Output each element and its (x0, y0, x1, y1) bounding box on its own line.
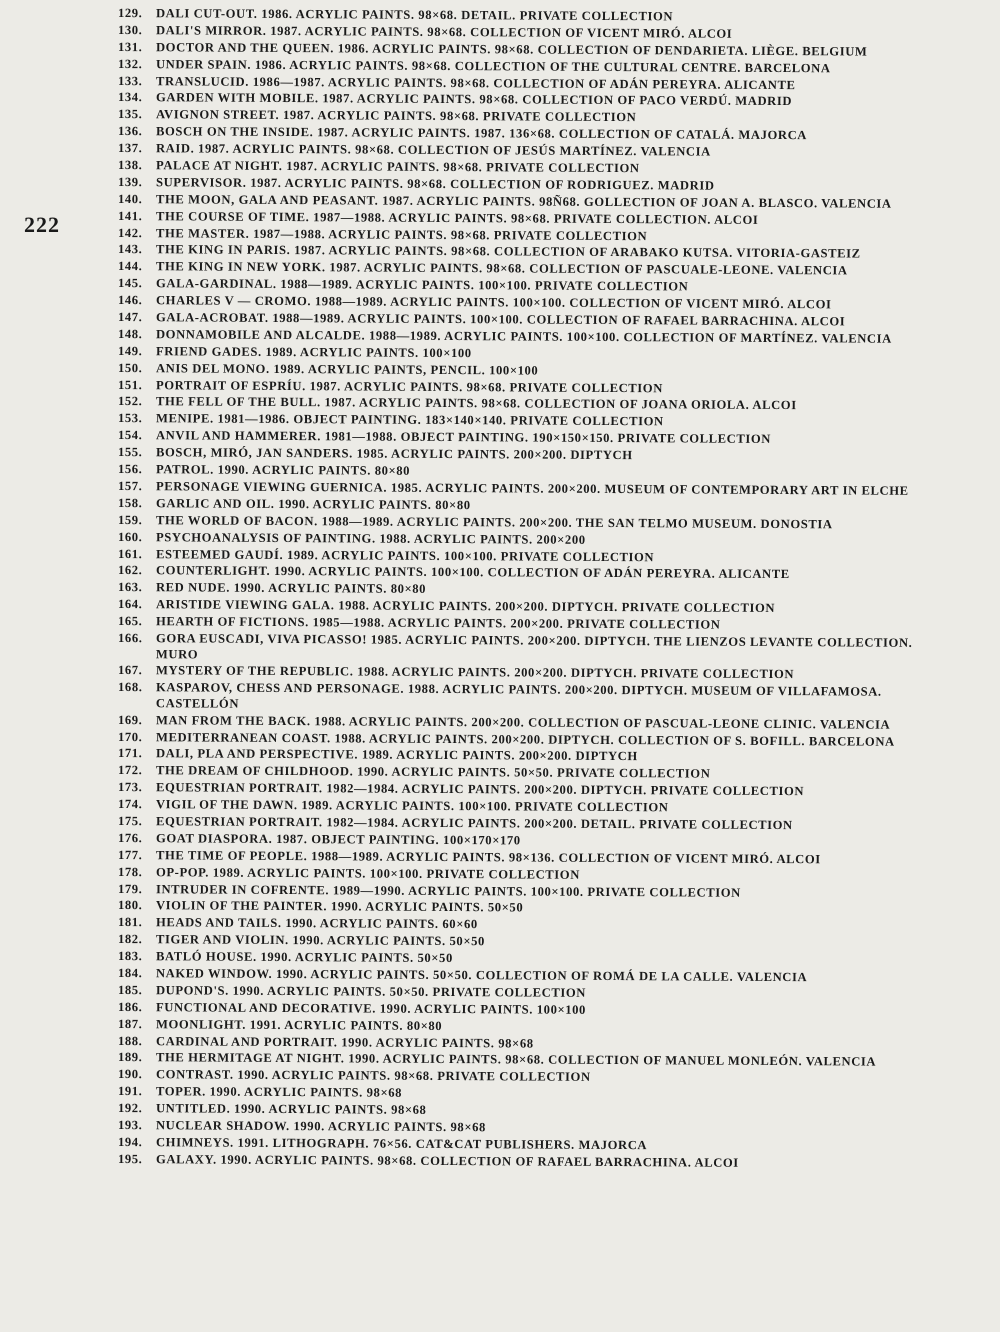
catalogue-list (118, 6, 948, 1169)
entry-text: MENIPE. 1981—1986. OBJECT PAINTING. 183×140×140. PRIVATE COLLECTION (155, 411, 664, 429)
entry-number: 129. (117, 6, 143, 21)
entry-number: 137. (117, 141, 143, 156)
entry-text: EQUESTRIAN PORTRAIT. 1982—1984. ACRYLIC PAINTS. 200×200. DETAIL. PRIVATE COLLECTION (155, 814, 793, 833)
entry-text: VIGIL OF THE DAWN. 1989. ACRYLIC PAINTS. 100×100. PRIVATE COLLECTION (155, 797, 669, 815)
entry-text: THE HERMITAGE AT NIGHT. 1990. ACRYLIC PAINTS. 98×68. COLLECTION OF MANUEL MONLEÓN. VALENCIA (155, 1050, 877, 1070)
catalogue-entry (118, 1152, 948, 1173)
entry-number: 141. (117, 208, 143, 223)
entry-text: CHIMNEYS. 1991. LITHOGRAPH. 76×56. CAT&CAT PUBLISHERS. MAJORCA (155, 1135, 648, 1153)
entry-text: MAN FROM THE BACK. 1988. ACRYLIC PAINTS. 200×200. COLLECTION OF PASCUAL-LEONE CLINIC. VALENCIA (155, 712, 891, 732)
entry-text: GALAXY. 1990. ACRYLIC PAINTS. 98×68. COLLECTION OF RAFAEL BARRACHINA. ALCOI (155, 1152, 739, 1170)
entry-number: 154. (117, 428, 143, 443)
entry-text: THE DREAM OF CHILDHOOD. 1990. ACRYLIC PAINTS. 50×50. PRIVATE COLLECTION (155, 763, 711, 781)
entry-text: TOPER. 1990. ACRYLIC PAINTS. 98×68 (155, 1084, 403, 1100)
entry-text: CONTRAST. 1990. ACRYLIC PAINTS. 98×68. PRIVATE COLLECTION (155, 1067, 591, 1085)
entry-number: 175. (117, 813, 143, 829)
entry-number: 173. (117, 780, 143, 795)
entry-text: RAID. 1987. ACRYLIC PAINTS. 98×68. COLLECTION OF JESÚS MARTÍNEZ. VALENCIA (155, 141, 711, 159)
entry-text: GARLIC AND OIL. 1990. ACRYLIC PAINTS. 80×80 (155, 496, 471, 512)
entry-number: 194. (117, 1134, 143, 1150)
entry-number: 157. (117, 478, 143, 494)
entry-number: 153. (117, 411, 143, 426)
entry-text: MYSTERY OF THE REPUBLIC. 1988. ACRYLIC PAINTS. 200×200. DIPTYCH. PRIVATE COLLECTION (155, 663, 795, 682)
entry-number: 147. (117, 310, 143, 325)
entry-number: 151. (117, 377, 143, 392)
entry-text: DALI, PLA AND PERSPECTIVE. 1989. ACRYLIC PAINTS. 200×200. DIPTYCH (155, 746, 638, 764)
entry-number: 185. (117, 982, 143, 998)
entry-number: 183. (117, 949, 143, 964)
entry-number: 192. (117, 1101, 143, 1116)
entry-text: NAKED WINDOW. 1990. ACRYLIC PAINTS. 50×50. COLLECTION OF ROMÁ DE LA CALLE. VALENCIA (155, 966, 808, 985)
entry-text: DOCTOR AND THE QUEEN. 1986. ACRYLIC PAINTS. 98×68. COLLECTION OF DENDARIETA. LIÈGE. BELGIUM (155, 40, 868, 59)
entry-text: INTRUDER IN COFRENTE. 1989—1990. ACRYLIC PAINTS. 100×100. PRIVATE COLLECTION (155, 881, 741, 900)
entry-text: THE WORLD OF BACON. 1988—1989. ACRYLIC PAINTS. 200×200. THE SAN TELMO MUSEUM. DONOSTIA (155, 512, 833, 532)
entry-number: 142. (117, 225, 143, 240)
entry-text: ANVIL AND HAMMERER. 1981—1988. OBJECT PAINTING. 190×150×150. PRIVATE COLLECTION (155, 428, 772, 447)
entry-text: ESTEEMED GAUDÍ. 1989. ACRYLIC PAINTS. 100×100. PRIVATE COLLECTION (155, 546, 655, 564)
entry-number: 168. (118, 680, 143, 695)
entry-text: HEADS AND TAILS. 1990. ACRYLIC PAINTS. 60×60 (155, 915, 478, 932)
entry-text: SUPERVISOR. 1987. ACRYLIC PAINTS. 98×68. COLLECTION OF RODRIGUEZ. MADRID (155, 175, 715, 193)
entry-text: DALI'S MIRROR. 1987. ACRYLIC PAINTS. 98×68. COLLECTION OF VICENT MIRÓ. ALCOI (155, 23, 733, 41)
entry-number: 150. (117, 360, 143, 375)
entry-text: HEARTH OF FICTIONS. 1985—1988. ACRYLIC PAINTS. 200×200. PRIVATE COLLECTION (155, 614, 721, 632)
entry-number: 169. (117, 712, 143, 727)
entry-text: PORTRAIT OF ESPRÍU. 1987. ACRYLIC PAINTS. 98×68. PRIVATE COLLECTION (155, 377, 663, 395)
entry-number: 172. (117, 763, 143, 778)
entry-text: GALA-GARDINAL. 1988—1989. ACRYLIC PAINTS. 100×100. PRIVATE COLLECTION (155, 276, 689, 294)
entry-text: PSYCHOANALYSIS OF PAINTING. 1988. ACRYLIC PAINTS. 200×200 (155, 529, 586, 547)
entry-text: DALI CUT-OUT. 1986. ACRYLIC PAINTS. 98×68. DETAIL. PRIVATE COLLECTION (155, 6, 674, 24)
entry-text: BATLÓ HOUSE. 1990. ACRYLIC PAINTS. 50×50 (155, 949, 453, 966)
entry-text: THE MASTER. 1987—1988. ACRYLIC PAINTS. 98×68. PRIVATE COLLECTION (155, 225, 648, 243)
entry-text: RED NUDE. 1990. ACRYLIC PAINTS. 80×80 (155, 580, 427, 597)
entry-text: UNDER SPAIN. 1986. ACRYLIC PAINTS. 98×68. COLLECTION OF THE CULTURAL CENTRE. BARCELONA (155, 56, 831, 76)
entry-number: 188. (117, 1033, 143, 1048)
entry-number: 167. (117, 663, 143, 678)
entry-number: 164. (117, 597, 143, 612)
entry-text: DUPOND'S. 1990. ACRYLIC PAINTS. 50×50. PRIVATE COLLECTION (155, 983, 587, 1000)
entry-number: 148. (117, 326, 143, 342)
entry-number: 180. (117, 898, 143, 913)
entry-text: ARISTIDE VIEWING GALA. 1988. ACRYLIC PAINTS. 200×200. DIPTYCH. PRIVATE COLLECTION (155, 597, 776, 616)
entry-number: 136. (117, 124, 143, 139)
entry-number: 139. (117, 174, 143, 190)
entry-number: 181. (117, 915, 143, 930)
entry-number: 162. (117, 563, 143, 578)
entry-number: 144. (117, 259, 143, 274)
entry-number: 193. (117, 1118, 143, 1133)
entry-number: 138. (117, 158, 143, 173)
entry-number: 160. (117, 529, 143, 544)
entry-text: FUNCTIONAL AND DECORATIVE. 1990. ACRYLIC PAINTS. 100×100 (155, 999, 587, 1017)
entry-number: 149. (117, 343, 143, 358)
entry-number: 158. (117, 495, 143, 510)
entry-number: 132. (117, 56, 143, 71)
entry-number: 134. (117, 90, 143, 105)
entry-text: BOSCH ON THE INSIDE. 1987. ACRYLIC PAINTS. 1987. 136×68. COLLECTION OF CATALÁ. MAJORCA (155, 124, 808, 143)
entry-number: 187. (117, 1016, 143, 1031)
entry-text: THE TIME OF PEOPLE. 1988—1989. ACRYLIC PAINTS. 98×136. COLLECTION OF VICENT MIRÓ. ALCOI (155, 847, 821, 867)
entry-number: 131. (117, 39, 143, 54)
entry-number: 159. (117, 512, 143, 527)
entry-text: BOSCH, MIRÓ, JAN SANDERS. 1985. ACRYLIC PAINTS. 200×200. DIPTYCH (155, 445, 633, 463)
entry-number: 189. (117, 1050, 143, 1065)
entry-number: 178. (117, 864, 143, 879)
entry-text: VIOLIN OF THE PAINTER. 1990. ACRYLIC PAINTS. 50×50 (155, 898, 524, 915)
entry-text: CARDINAL AND PORTRAIT. 1990. ACRYLIC PAINTS. 98×68 (155, 1033, 534, 1051)
entry-number: 174. (117, 797, 143, 812)
entry-text: AVIGNON STREET. 1987. ACRYLIC PAINTS. 98×68. PRIVATE COLLECTION (155, 107, 637, 125)
entry-text: PALACE AT NIGHT. 1987. ACRYLIC PAINTS. 98×68. PRIVATE COLLECTION (155, 158, 640, 176)
entry-text: GARDEN WITH MOBILE. 1987. ACRYLIC PAINTS. 98×68. COLLECTION OF PACO VERDÚ. MADRID (155, 90, 793, 109)
entry-text: THE MOON, GALA AND PEASANT. 1987. ACRYLIC PAINTS. 98Ñ68. GOLLECTION OF JOAN A. BLASCO. VALENCIA (155, 192, 892, 211)
entry-text: GOAT DIASPORA. 1987. OBJECT PAINTING. 100×170×170 (155, 831, 521, 848)
entry-number: 186. (117, 999, 143, 1014)
entry-number: 146. (117, 293, 143, 308)
entry-number: 166. (118, 630, 143, 646)
entry-text: MOONLIGHT. 1991. ACRYLIC PAINTS. 80×80 (155, 1016, 443, 1033)
entry-text: MEDITERRANEAN COAST. 1988. ACRYLIC PAINTS. 200×200. DIPTYCH. COLLECTION OF S. BOFILL. BARCELONA (155, 729, 895, 749)
entry-number: 155. (117, 445, 143, 460)
entry-text: COUNTERLIGHT. 1990. ACRYLIC PAINTS. 100×100. COLLECTION OF ADÁN PEREYRA. ALICANTE (155, 563, 790, 582)
entry-number: 130. (117, 22, 143, 38)
catalogue-entry (118, 680, 948, 716)
entry-text: NUCLEAR SHADOW. 1990. ACRYLIC PAINTS. 98×68 (155, 1118, 486, 1135)
entry-number: 179. (117, 881, 143, 896)
entry-text: THE FELL OF THE BULL. 1987. ACRYLIC PAINTS. 98×68. COLLECTION OF JOANA ORIOLA. ALCOI (155, 394, 797, 413)
entry-number: 171. (117, 746, 143, 761)
entry-number: 143. (117, 242, 143, 257)
entry-text: THE COURSE OF TIME. 1987—1988. ACRYLIC PAINTS. 98×68. PRIVATE COLLECTION. ALCOI (155, 208, 759, 227)
catalogue-entry (118, 631, 948, 667)
entry-text: THE KING IN PARIS. 1987. ACRYLIC PAINTS. 98×68. COLLECTION OF ARABAKO KUTSA. VITORIA-GASTEIZ (155, 242, 861, 262)
entry-number: 177. (117, 847, 143, 862)
entry-number: 133. (117, 73, 143, 88)
entry-number: 152. (117, 394, 143, 409)
entry-number: 156. (117, 462, 143, 477)
entry-number: 140. (117, 191, 143, 206)
entry-text: CHARLES V — CROMO. 1988—1989. ACRYLIC PAINTS. 100×100. COLLECTION OF VICENT MIRÓ. ALCOI (155, 293, 832, 312)
entry-number: 145. (117, 276, 143, 291)
entry-text: GORA EUSCADI, VIVA PICASSO! 1985. ACRYLIC PAINTS. 200×200. DIPTYCH. THE LIENZOS LEVANTE COLLECTION. MURO (155, 631, 913, 661)
entry-text: THE KING IN NEW YORK. 1987. ACRYLIC PAINTS. 98×68. COLLECTION OF PASCUALE-LEONE. VALENCIA (155, 259, 848, 278)
entry-text: PATROL. 1990. ACRYLIC PAINTS. 80×80 (155, 462, 411, 478)
entry-text: PERSONAGE VIEWING GUERNICA. 1985. ACRYLIC PAINTS. 200×200. MUSEUM OF CONTEMPORARY ART IN ELCHE (155, 479, 909, 498)
entry-number: 135. (117, 107, 143, 122)
entry-number: 176. (117, 830, 143, 846)
entry-text: EQUESTRIAN PORTRAIT. 1982—1984. ACRYLIC PAINTS. 200×200. DIPTYCH. PRIVATE COLLECTION (155, 780, 805, 799)
entry-text: OP-POP. 1989. ACRYLIC PAINTS. 100×100. PRIVATE COLLECTION (155, 864, 580, 882)
entry-text: UNTITLED. 1990. ACRYLIC PAINTS. 98×68 (155, 1101, 427, 1117)
entry-number: 165. (117, 614, 143, 629)
entry-number: 190. (117, 1067, 143, 1082)
entry-number: 163. (117, 580, 143, 595)
entry-number: 170. (117, 729, 143, 744)
entry-text: FRIEND GADES. 1989. ACRYLIC PAINTS. 100×100 (155, 344, 472, 360)
page-number: 222 (24, 212, 60, 237)
entry-text: ANIS DEL MONO. 1989. ACRYLIC PAINTS, PENCIL. 100×100 (155, 360, 539, 378)
entry-number: 191. (117, 1084, 143, 1099)
entry-text: TIGER AND VIOLIN. 1990. ACRYLIC PAINTS. 50×50 (155, 932, 485, 949)
entry-number: 161. (117, 546, 143, 561)
entry-number: 195. (117, 1151, 143, 1166)
entry-text: KASPAROV, CHESS AND PERSONAGE. 1988. ACRYLIC PAINTS. 200×200. DIPTYCH. MUSEUM OF VILLAFAMOSA. CASTELLÓN (155, 680, 882, 711)
entry-text: GALA-ACROBAT. 1988—1989. ACRYLIC PAINTS. 100×100. COLLECTION OF RAFAEL BARRACHINA. ALCOI (155, 310, 846, 329)
entry-text: TRANSLUCID. 1986—1987. ACRYLIC PAINTS. 98×68. COLLECTION OF ADÁN PEREYRA. ALICANTE (155, 73, 796, 92)
entry-text: DONNAMOBILE AND ALCALDE. 1988—1989. ACRYLIC PAINTS. 100×100. COLLECTION OF MARTÍNEZ. VALENCIA (155, 327, 892, 346)
entry-number: 184. (117, 965, 143, 981)
entry-number: 182. (117, 932, 143, 947)
